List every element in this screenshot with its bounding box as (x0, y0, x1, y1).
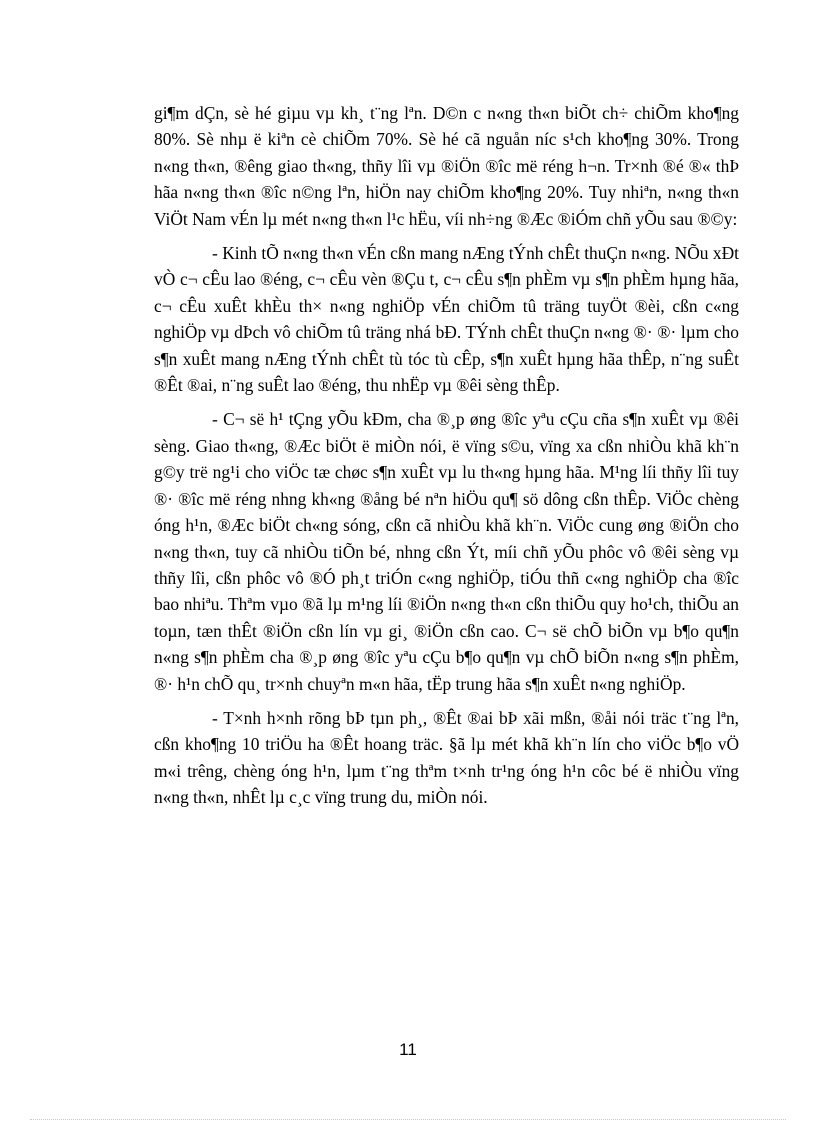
paragraph-rural-economy: - Kinh tÕ n«ng th«n vÉn cßn mang nÆng tÝnh chÊt thuÇn n«ng. NÕu xÐt vÒ c¬ cÊu lao ®éng, c¬ cÊu vèn ®Çu t, c¬ cÊu s¶n phÈm vµ s¶n phÈm hµng hãa, c¬ cÊu xuÊt khÈu th× n«ng nghiÖp vÉn chiÕm tû träng tuyÖt ®èi, cßn c«ng nghiÖp vµ dÞch vô chiÕm tû träng nhá bÐ. TÝnh chÊt thuÇn n«ng ®· ®· lµm cho s¶n xuÊt mang nÆng tÝnh chÊt tù tóc tù cÊp, s¶n xuÊt hµng hãa thÊp, n¨ng suÊt ®Êt ®ai, n¨ng suÊt lao ®éng, thu nhËp vµ ®êi sèng thÊp. (154, 243, 739, 396)
page-bottom-divider (30, 1119, 786, 1120)
document-body (154, 100, 739, 819)
paragraph-deforestation: - T×nh h×nh rõng bÞ tµn ph¸, ®Êt ®ai bÞ xãi mßn, ®åi nói träc t¨ng lªn, cßn kho¶ng 10 triÖu ha ®Êt hoang träc. §ã lµ mét khã kh¨n lín cho viÖc b¶o vÖ m«i trêng, chèng óng h¹n, lµm t¨ng thªm t×nh tr¹ng óng h¹n côc bé ë nhiÒu vïng n«ng th«n, nhÊt lµ c¸c vïng trung du, miÒn nói. (154, 707, 739, 808)
page-number: 11 (399, 1040, 417, 1059)
paragraph-rural-overview: gi¶m dÇn, sè hé giµu vµ kh¸ t¨ng lªn. D©n c n«ng th«n biÕt ch÷ chiÕm kho¶ng 80%. Sè nhµ ë kiªn cè chiÕm 70%. Sè hé cã nguån níc s¹ch kho¶ng 30%. Trong n«ng th«n, ®êng giao th«ng, thñy lîi vµ ®iÖn ®îc më réng h¬n. Tr×nh ®é ®« thÞ hãa n«ng th«n ®îc n©ng lªn, hiÖn nay chiÕm kho¶ng 20%. Tuy nhiªn, n«ng th«n ViÖt Nam vÉn lµ mét n«ng th«n l¹c hËu, víi nh÷ng ®Æc ®iÓm chñ yÕu sau ®©y: (154, 103, 739, 229)
paragraph-infrastructure: - C¬ së h¹ tÇng yÕu kÐm, cha ®¸p øng ®îc yªu cÇu cña s¶n xuÊt vµ ®êi sèng. Giao th«ng, ®Æc biÖt ë miÒn nói, ë vïng s©u, vïng xa cßn nhiÒu khã kh¨n g©y trë ng¹i cho viÖc tæ chøc s¶n xuÊt vµ lu th«ng hµng hãa. M¹ng líi thñy lîi tuy ®· ®îc më réng nhng kh«ng ®ång bé nªn hiÖu qu¶ sö dông cßn thÊp. ViÖc chèng óng h¹n, ®Æc biÖt ch«ng sóng, cßn cã nhiÒu khã kh¨n. ViÖc cung øng ®iÖn cho n«ng th«n, tuy cã nhiÒu tiÕn bé, nhng cßn Ýt, míi chñ yÕu phôc vô ®êi sèng vµ thñy lîi, cßn phôc vô ®Ó ph¸t triÓn c«ng nghiÖp, tiÓu thñ c«ng nghiÖp cha ®îc bao nhiªu. Thªm vµo ®ã lµ m¹ng líi ®iÖn n«ng th«n cßn thiÕu quy ho¹ch, thiÕu an toµn, tæn thÊt ®iÖn cßn lín vµ gi¸ ®iÖn cßn cao. C¬ së chÕ biÕn vµ b¶o qu¶n n«ng s¶n phÈm cha ®¸p øng ®îc yªu cÇu b¶o qu¶n vµ chÕ biÕn n«ng s¶n phÈm, ®· h¹n chÕ qu¸ tr×nh chuyªn m«n hãa, tËp trung hãa s¶n xuÊt n«ng nghiÖp. (154, 409, 739, 694)
